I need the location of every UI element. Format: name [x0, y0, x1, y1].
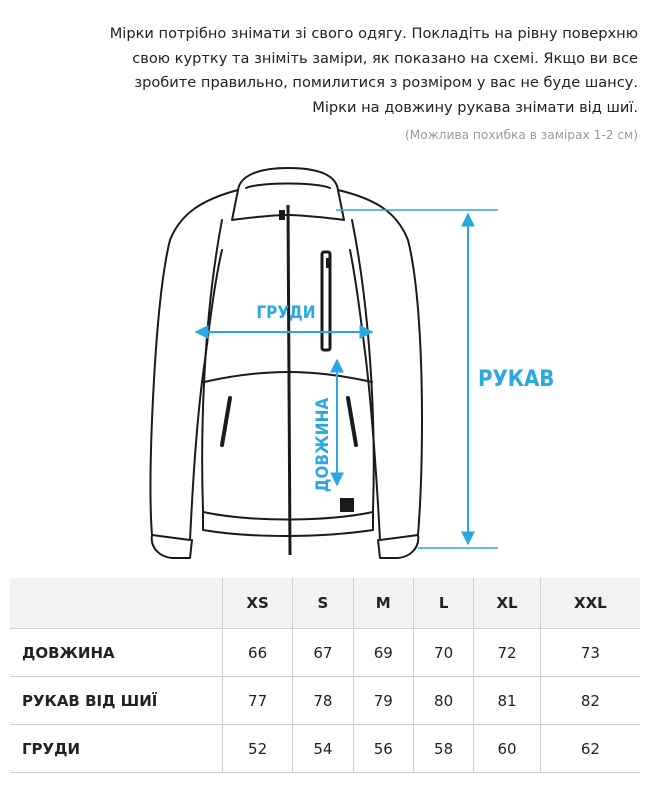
table-cell: 58: [413, 725, 473, 773]
intro-line: Мірки потрібно знімати зі свого одягу. Покладіть на рівну поверхню: [109, 25, 638, 42]
zipper: [288, 205, 290, 555]
table-cell: 62: [540, 725, 640, 773]
waistband: [203, 512, 373, 520]
right-sleeve: [338, 190, 422, 540]
table-cell: 81: [474, 677, 540, 725]
logo-tag: [340, 498, 354, 512]
intro-line: зробите правильно, помилитися з розміром у вас не буде шансу.: [134, 74, 638, 91]
row-label: ГРУДИ: [10, 725, 223, 773]
table-cell: 79: [353, 677, 413, 725]
table-cell: 73: [540, 629, 640, 677]
table-cell: 70: [413, 629, 473, 677]
table-cell: 60: [474, 725, 540, 773]
table-row: [10, 629, 640, 677]
table-cell: 80: [413, 677, 473, 725]
chest-label: ГРУДИ: [256, 303, 316, 323]
jacket-measurement-diagram: [0, 160, 656, 570]
table-cell: 54: [293, 725, 353, 773]
size-header: M: [353, 578, 413, 629]
table-cell: 67: [293, 629, 353, 677]
intro-text: [18, 22, 638, 142]
size-table: [10, 578, 640, 773]
length-label: ДОВЖИНА: [313, 397, 333, 493]
size-header: XL: [474, 578, 540, 629]
left-sleeve: [151, 190, 239, 540]
table-cell: 78: [293, 677, 353, 725]
size-header-row: [10, 578, 640, 629]
zipper-pull: [279, 210, 285, 220]
table-cell: 72: [474, 629, 540, 677]
jacket-outline: [151, 168, 423, 558]
table-cell: 69: [353, 629, 413, 677]
table-cell: 56: [353, 725, 413, 773]
table-row: [10, 677, 640, 725]
table-cell: 66: [223, 629, 293, 677]
table-corner-cell: [10, 578, 223, 629]
size-header: XXL: [540, 578, 640, 629]
intro-line: Мірки на довжину рукава знімати від шиї.: [312, 98, 638, 116]
table-cell: 52: [223, 725, 293, 773]
table-cell: 82: [540, 677, 640, 725]
right-pocket: [348, 398, 356, 445]
row-label: ДОВЖИНА: [10, 629, 223, 677]
left-pocket: [222, 398, 230, 445]
row-label: РУКАВ ВІД ШИЇ: [10, 677, 223, 725]
size-header: S: [293, 578, 353, 629]
table-cell: 77: [223, 677, 293, 725]
table-row: [10, 725, 640, 773]
size-header: XS: [223, 578, 293, 629]
sleeve-label: РУКАВ: [478, 367, 555, 392]
measurement-error-note: (Можлива похибка в замірах 1-2 см): [404, 128, 638, 142]
intro-line: свою куртку та зніміть заміри, як показано на схемі. Якщо ви все: [132, 49, 638, 67]
size-header: L: [413, 578, 473, 629]
